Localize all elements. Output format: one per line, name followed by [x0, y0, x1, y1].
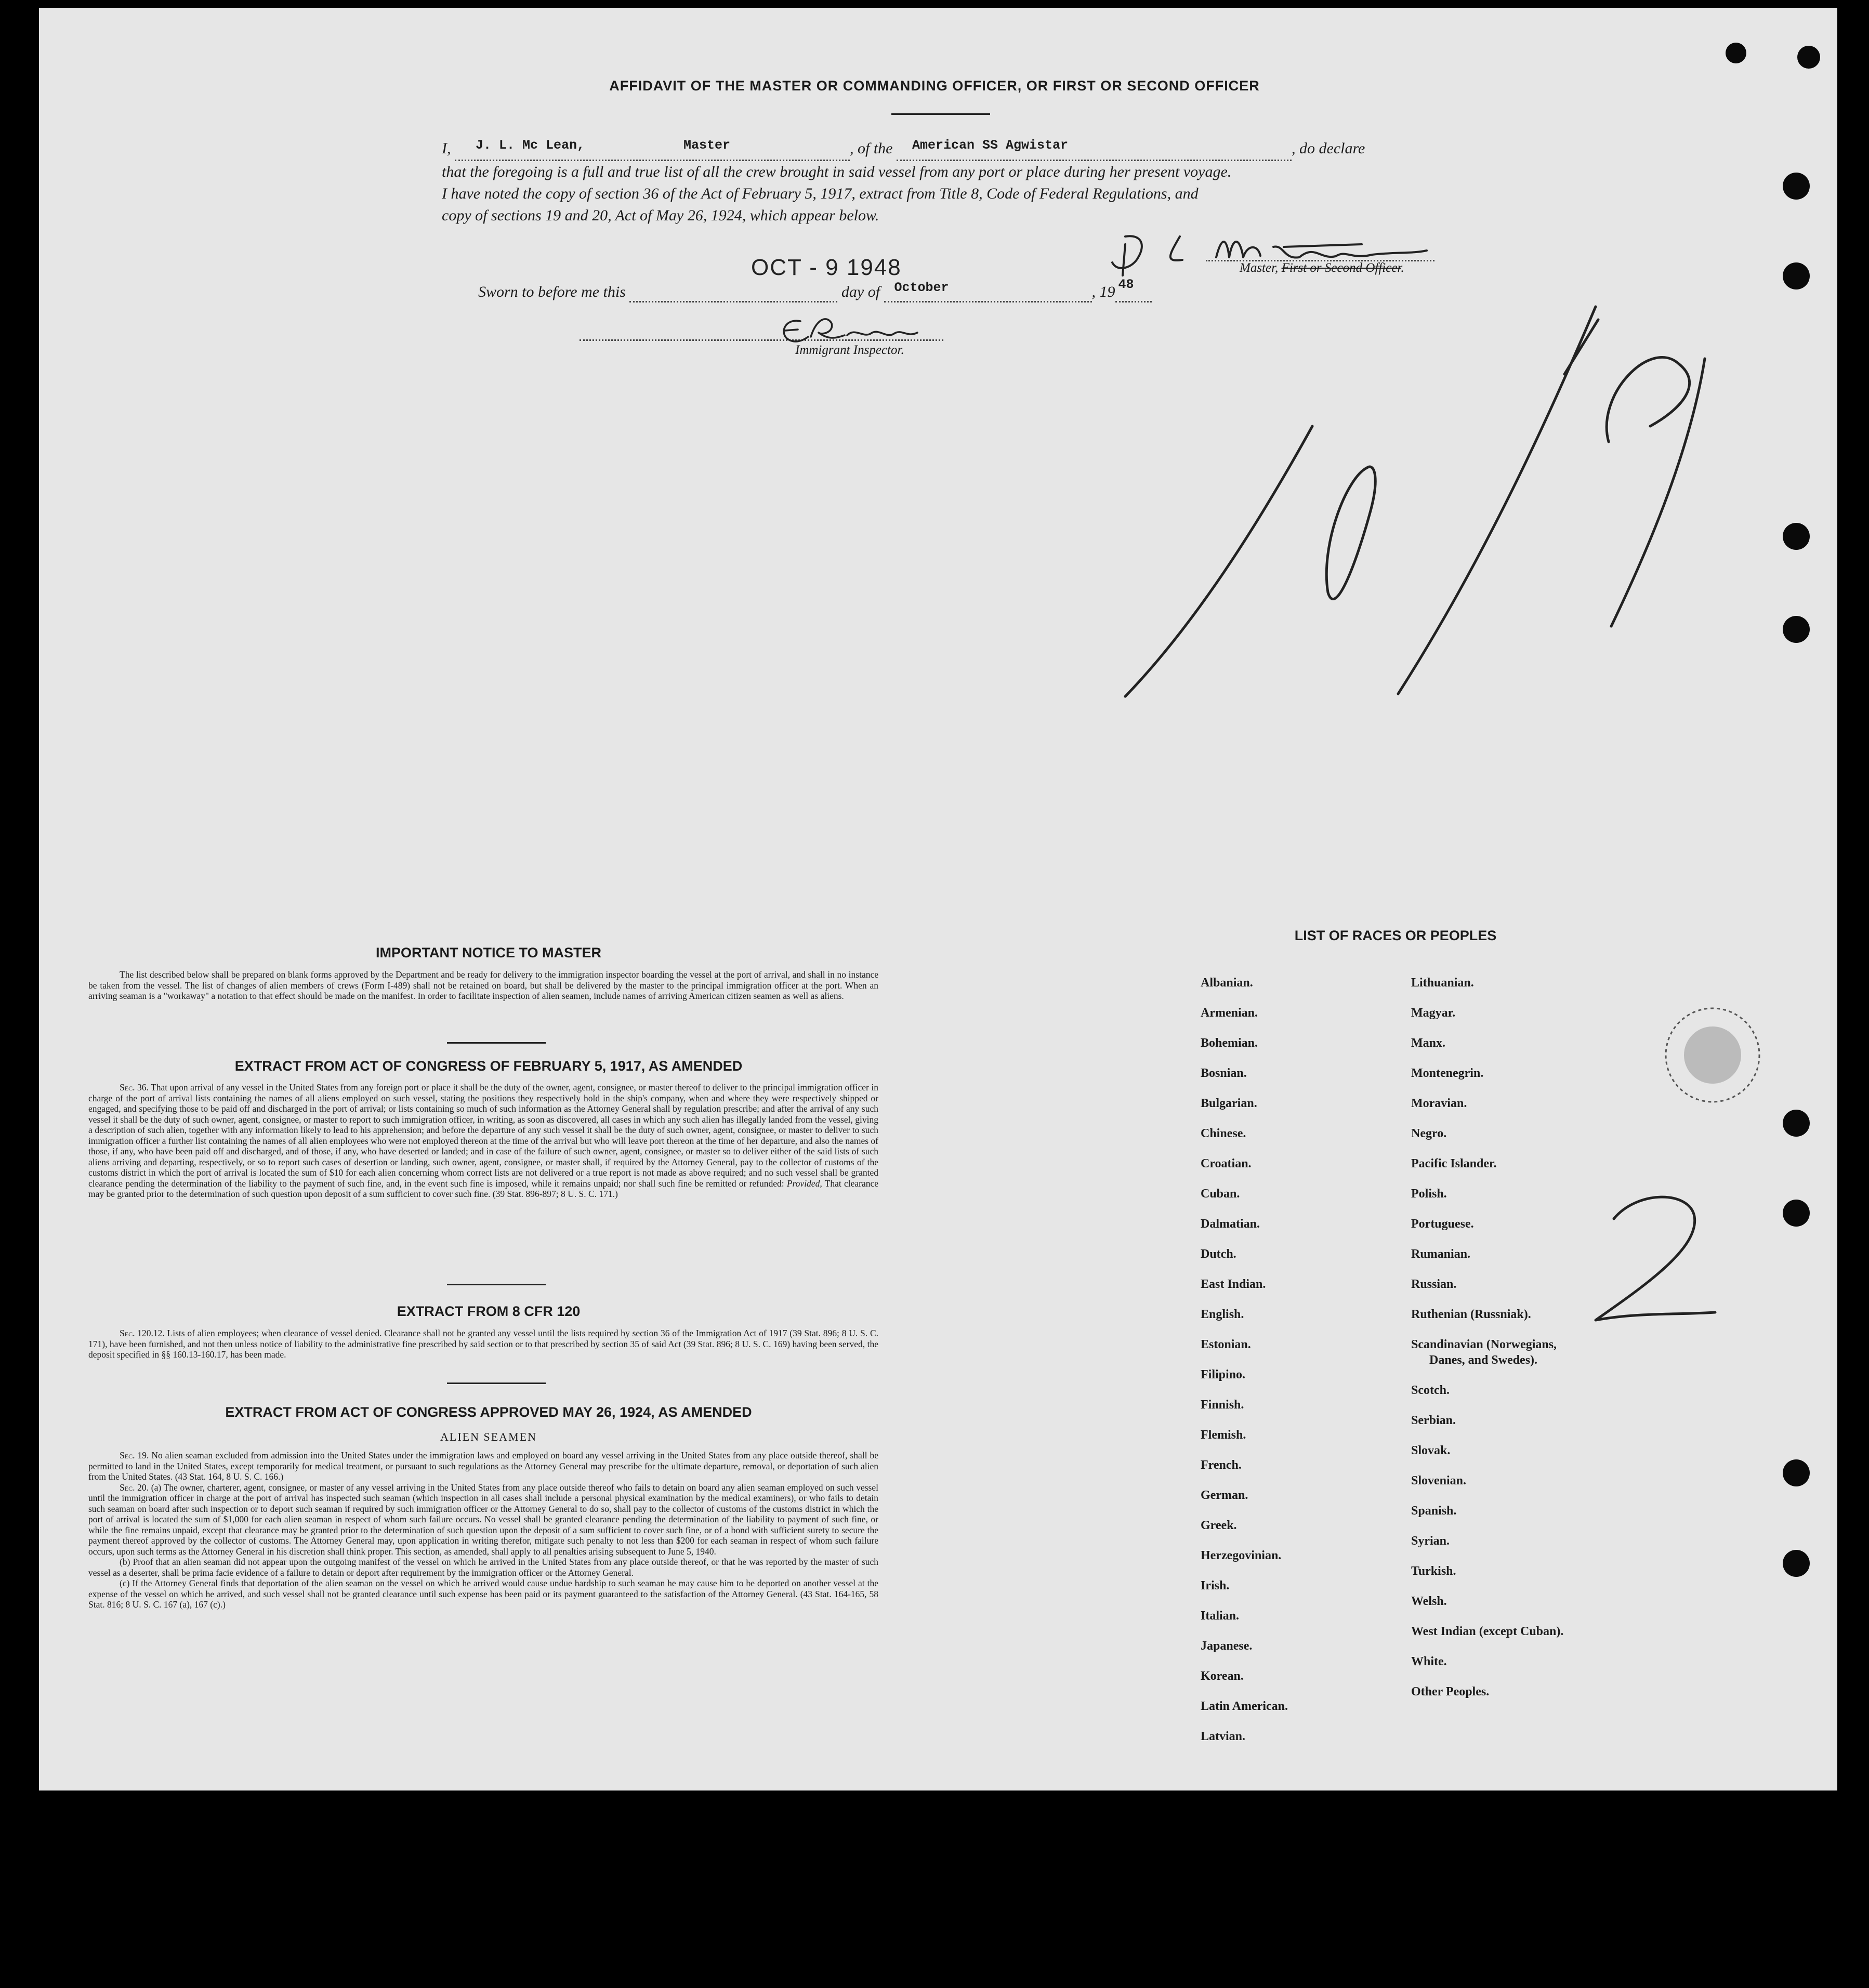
- race-item: Finnish.: [1201, 1398, 1244, 1412]
- race-item: Lithuanian.: [1411, 976, 1474, 990]
- race-item: Bosnian.: [1201, 1067, 1247, 1080]
- sec-36-text-end: That clearance may be granted prior to the determination of such question upon deposit of a sum sufficient to cover such fine. (39 Stat. 896-897; 8 U. S. C. 171.): [88, 1178, 879, 1199]
- race-item: Chinese.: [1201, 1127, 1246, 1140]
- race-item: Spanish.: [1411, 1504, 1457, 1518]
- notice-text: [88, 969, 878, 1002]
- race-item: Flemish.: [1201, 1428, 1246, 1442]
- master-signature: [1112, 236, 1427, 275]
- race-item: Irish.: [1201, 1579, 1230, 1592]
- extract-1917-text: [88, 1082, 878, 1200]
- divider: [447, 1042, 546, 1044]
- caption-end: .: [1401, 261, 1404, 275]
- race-item: Serbian.: [1411, 1414, 1456, 1427]
- master-name: J. L. Mc Lean,: [476, 138, 585, 153]
- notice-title: IMPORTANT NOTICE TO MASTER: [376, 945, 601, 960]
- year: 48: [1118, 277, 1134, 292]
- race-item: Welsh.: [1411, 1595, 1447, 1608]
- of-the-label: , of the: [850, 140, 893, 157]
- race-item: Magyar.: [1411, 1006, 1456, 1020]
- declaration-line4: copy of sections 19 and 20, Act of May 26, 1924, which appear below.: [442, 207, 879, 224]
- sec-36-text: That upon arrival of any vessel in the United States from any foreign port or place it shall be the duty of the owner, agent, consignee, or master thereof to deliver to the principal immigration officer in charge of the port of arrival lists containing the names of all aliens employed on such vessel, stating the positions they respectively hold in the ship's company, when and where they were respectively shipped or engaged, and specifying those to be paid off and discharged in the port of arrival; or lists containing so much of such information as the Attorney General shall by regulation prescribe; and after the arrival of any such vessel it shall be the duty of such owner, agent, consignee, or master to report to such immigration officer, in writing, as soon as discovered, all cases in which any such alien has illegally landed from the vessel, giving a description of such alien, together with any information likely to lead to his apprehension; and before the departure of any such vessel it shall be the duty of such owner, agent, consignee, or master to deliver to such immigration officer a further list containing the names of all alien employees who were not employed thereon at the time of the arrival but who will leave port thereon at the time of her departure, and also the names of those, if any, who have been paid off and discharged, and of those, if any, who have deserted or landed; and in case of the failure of such owner, agent, consignee, or master so to deliver either of the said lists of such aliens arriving and departing, respectively, or so to report such cases of desertion or landing, such owner, agent, consignee, or master shall, if required by the Attorney General, pay to the collector of customs of the customs district in which the port of arrival is located the sum of $10 for each alien concerning whom correct lists are not delivered or a true report is not made as above required; and no such vessel shall be granted clearance pending the determination of the liability to the payment of such fine, and, in the event such fine is imposed, while it remains unpaid; nor shall such fine be remitted or refunded:: [88, 1082, 878, 1189]
- sec-20a-text: (a) The owner, charterer, agent, consignee, or master of any vessel arriving in the United States from any place outside thereof who fails to detain on board any alien seaman employed on such vessel until the immigration officer in charge at the port of arrival has inspected such seaman (which inspection in all cases shall include a personal physical examination by the medical examiners), or who fails to detain such seaman on board after such inspection or to deport such seaman if required by such immigration officer or the Attorney General to do so, shall pay to the collector of customs of the customs district in which the port of arrival is located the sum of $1,000 for each alien seaman in respect of whom such failure occurs. No vessel shall be granted clearance pending the determination of the liability to payment of such fine, or while the fine remains unpaid, except that clearance may be granted prior to the determination of such question upon the deposit of a sum sufficient to cover such fine, or of a bond with sufficient surety to secure the payment thereof approved by the collector of customs. The Attorney General may, upon application in writing therefor, mitigate such penalty to not less than $200 for each seaman in respect of whom such failure occurs, upon such terms as the Attorney General in his discretion shall think proper. This section, as amended, shall apply to all penalties arising subsequent to June 5, 1940.: [88, 1482, 878, 1557]
- race-item: Danes, and Swedes).: [1429, 1353, 1538, 1367]
- race-item: East Indian.: [1201, 1278, 1266, 1291]
- handwritten-number-10-19: [1125, 307, 1705, 696]
- day-of-label: day of: [841, 283, 880, 300]
- extract-1924-title: EXTRACT FROM ACT OF CONGRESS APPROVED MAY 26, 1924, AS AMENDED: [225, 1404, 752, 1420]
- race-item: Other Peoples.: [1411, 1685, 1490, 1699]
- race-item: Italian.: [1201, 1609, 1240, 1623]
- proviso: Provided,: [786, 1178, 822, 1189]
- sec-19-text: No alien seaman excluded from admission into the United States under the immigration laws and employed on board any vessel arriving in the United States from any place outside thereof, shall be permitted to land in the United States, except temporarily for medical treatment, or pursuant to such regulations as the Attorney General may prescribe for the ultimate departure, removal, or deportation of such alien from the United States. (43 Stat. 164, 8 U. S. C. 166.): [88, 1450, 879, 1482]
- date-stamp: OCT - 9 1948: [751, 255, 902, 280]
- divider: [447, 1383, 546, 1384]
- extract-1924-subtitle: ALIEN SEAMEN: [440, 1430, 537, 1443]
- race-item: Bulgarian.: [1201, 1097, 1257, 1110]
- race-item: Latvian.: [1201, 1730, 1246, 1743]
- race-item: White.: [1411, 1655, 1447, 1668]
- master-rank: Master: [683, 138, 731, 153]
- races-title: LIST OF RACES OR PEOPLES: [1294, 928, 1497, 943]
- month: October: [894, 280, 949, 295]
- vessel-name: American SS Agwistar: [912, 138, 1069, 153]
- year-prefix: , 19: [1091, 283, 1115, 300]
- race-item: Herzegovinian.: [1201, 1549, 1282, 1562]
- race-item: Polish.: [1411, 1187, 1447, 1201]
- race-item: Korean.: [1201, 1669, 1244, 1683]
- sec-120-text: Lists of alien employees; when clearance of vessel denied. Clearance shall not be granted any vessel until the lists required by section 36 of the Immigration Act of 1917 (39 Stat. 896; 8 U. S. C. 171), have been furnished, and not then unless notice of liability to the administrative fine prescribed by said section or to that prescribed by section 35 of said Act (39 Stat. 896; 8 U. S. C. 169) having been served, the deposit specified in §§ 160.13-160.17, has been made.: [88, 1328, 878, 1360]
- race-item: Japanese.: [1201, 1639, 1253, 1653]
- affidavit-title: AFFIDAVIT OF THE MASTER OR COMMANDING OFFICER, OR FIRST OR SECOND OFFICER: [609, 78, 1260, 94]
- race-item: Pacific Islander.: [1411, 1157, 1497, 1170]
- sec-19-label: Sec. 19.: [120, 1450, 149, 1460]
- extract-cfr-text: [88, 1328, 878, 1360]
- race-item: Cuban.: [1201, 1187, 1240, 1201]
- race-item: Montenegrin.: [1411, 1067, 1484, 1080]
- race-item: Armenian.: [1201, 1006, 1258, 1020]
- extract-1924-text: [88, 1450, 878, 1610]
- race-item: Croatian.: [1201, 1157, 1252, 1170]
- sec-120-label: Sec. 120.12.: [120, 1328, 165, 1338]
- race-item: Bohemian.: [1201, 1036, 1258, 1050]
- extract-1917-title: EXTRACT FROM ACT OF CONGRESS OF FEBRUARY 5, 1917, AS AMENDED: [234, 1058, 743, 1074]
- extract-cfr-title: EXTRACT FROM 8 CFR 120: [397, 1304, 581, 1319]
- sec-20c-text: (c) If the Attorney General finds that deportation of the alien seaman on the vessel on which he arrived would cause undue hardship to such seaman he may cause him to be deported on another vessel at the expense of the vessel on which he arrived, and such vessel shall not be granted clearance until such expense has been paid or its payment guaranteed to the satisfaction of the Attorney General. (43 Stat. 164-165, 58 Stat. 816; 8 U. S. C. 167 (a), 167 (c).): [88, 1578, 878, 1610]
- race-item: French.: [1201, 1458, 1242, 1472]
- race-item: Dalmatian.: [1201, 1217, 1260, 1231]
- race-item: Scotch.: [1411, 1384, 1450, 1397]
- race-item: English.: [1201, 1308, 1244, 1321]
- declaration-line3: I have noted the copy of section 36 of the Act of February 5, 1917, extract from Title 8, Code of Federal Regulations, and: [442, 185, 1199, 202]
- race-item: Scandinavian (Norwegians,: [1411, 1338, 1557, 1351]
- race-item: Latin American.: [1201, 1700, 1288, 1713]
- race-item: Rumanian.: [1411, 1247, 1471, 1261]
- race-item: Negro.: [1411, 1127, 1447, 1140]
- i-label: I,: [442, 140, 451, 157]
- inspector-caption: Immigrant Inspector.: [795, 343, 904, 357]
- inspector-signature: [784, 319, 917, 341]
- race-item: Moravian.: [1411, 1097, 1467, 1110]
- race-item: Albanian.: [1201, 976, 1253, 990]
- race-item: Manx.: [1411, 1036, 1445, 1050]
- race-item: Ruthenian (Russniak).: [1411, 1308, 1531, 1321]
- race-item: German.: [1201, 1489, 1248, 1502]
- race-item: Slovenian.: [1411, 1474, 1467, 1487]
- race-item: Syrian.: [1411, 1534, 1450, 1548]
- caption-struck-officer: First or Second Officer: [1281, 261, 1401, 275]
- sec-36-label: Sec. 36.: [120, 1082, 149, 1092]
- race-item: Portuguese.: [1411, 1217, 1474, 1231]
- sec-20-label: Sec. 20.: [120, 1482, 149, 1493]
- declare-label: , do declare: [1292, 140, 1365, 157]
- race-item: Filipino.: [1201, 1368, 1246, 1381]
- sec-20b-text: (b) Proof that an alien seaman did not appear upon the outgoing manifest of the vessel on which he arrived in the United States from any place outside thereof, or that he was reported by the master of such vessel as a deserter, shall be prima facie evidence of a failure to detain or deport after requirement by the immigration officer or the Attorney General.: [88, 1557, 878, 1578]
- race-item: Estonian.: [1201, 1338, 1251, 1351]
- race-item: Russian.: [1411, 1278, 1457, 1291]
- race-item: Greek.: [1201, 1519, 1237, 1532]
- race-item: Slovak.: [1411, 1444, 1451, 1457]
- notice-paragraph: The list described below shall be prepared on blank forms approved by the Department and be ready for delivery to the immigration inspector boarding the vessel at the port of arrival, and shall in no instance be taken from the vessel. The list of changes of alien members of crews (Form I-489) shall not be retained on board, but shall be delivered by the master to the principal immigration officer at the port. When an arriving seaman is a "workaway" a notation to that effect should be made on the manifest. In order to facilitate inspection of alien seamen, include names of arriving American citizen seamen as well as aliens.: [88, 969, 878, 1001]
- race-item: West Indian (except Cuban).: [1411, 1625, 1564, 1638]
- divider: [447, 1284, 546, 1285]
- race-item: Turkish.: [1411, 1564, 1456, 1578]
- caption-master: Master,: [1240, 261, 1279, 275]
- race-item: Dutch.: [1201, 1247, 1236, 1261]
- seal-stamp: [1666, 1008, 1759, 1102]
- declaration-line2: that the foregoing is a full and true list of all the crew brought in said vessel from any port or place during her present voyage.: [442, 163, 1232, 180]
- handwritten-number-2: [1596, 1197, 1715, 1320]
- sworn-label: Sworn to before me this: [478, 283, 626, 300]
